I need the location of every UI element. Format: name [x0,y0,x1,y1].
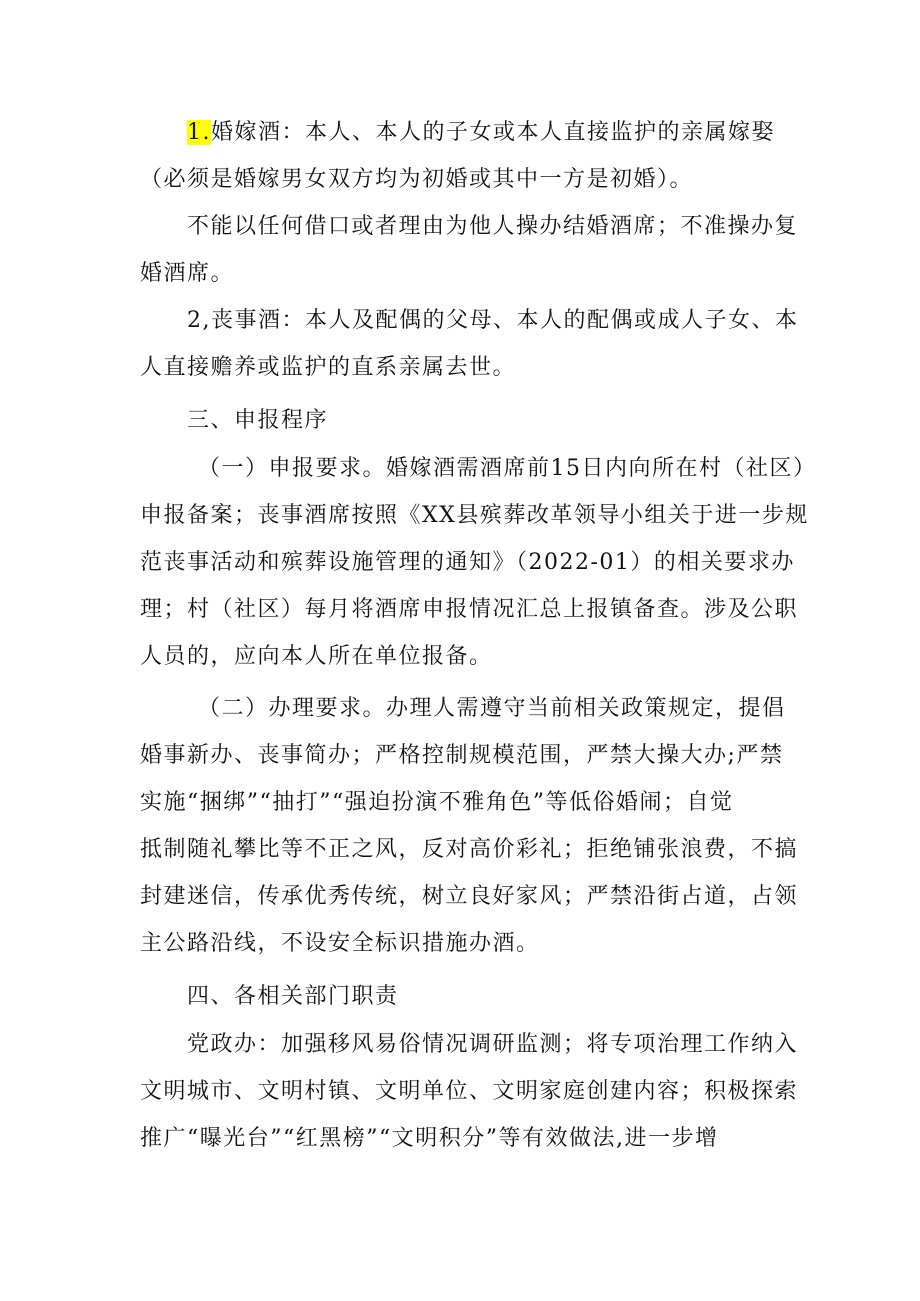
party-office-line3: 推广“曝光台”“红黑榜”“文明积分”等有效做法,进一步增 [140,1126,719,1151]
item1-line2: （必须是婚嫁男女双方均为初婚或其中一方是初婚）。 [140,167,694,192]
sub1-line4: 理；村（社区）每月将酒席申报情况汇总上报镇备查。涉及公职 [140,597,799,622]
sub2-line4: 抵制随礼攀比等不正之风，反对高价彩礼；拒绝铺张浪费，不搞 [140,837,799,862]
sub1-line3: 范丧事活动和殡葬设施管理的通知》（2022-01）的相关要求办 [140,550,795,575]
sub1-line5: 人员的，应向本人所在单位报备。 [140,644,493,669]
sub2-line1: （二）办理要求。办理人需遵守当前相关政策规定，提倡 [198,696,786,721]
note-line2: 婚酒席。 [140,261,235,286]
section4-heading: 四、各相关部门职责 [187,984,399,1009]
party-office-line1: 党政办：加强移风易俗情况调研监测；将专项治理工作纳入 [187,1032,799,1057]
party-office-line2: 文明城市、文明村镇、文明单位、文明家庭创建内容；积极探索 [140,1079,799,1104]
sub1-line2: 申报备案；丧事酒席按照《XX县殡葬改革领导小组关于进一步规 [140,503,809,528]
sub2-line2: 婚事新办、丧事简办；严格控制规模范围，严禁大操大办;严禁 [140,743,784,768]
highlighted-number: 1. [187,120,211,145]
item2-line1: 2,丧事酒：本人及配偶的父母、本人的配偶或成人子女、本 [187,308,799,333]
item1-text: 婚嫁酒：本人、本人的子女或本人直接监护的亲属嫁娶 [211,120,776,145]
sub2-line3: 实施“捆绑”“抽打”“强迫扮演不雅角色”等低俗婚闹；自觉 [140,790,734,815]
item2-line2: 人直接赡养或监护的直系亲属去世。 [140,355,517,380]
section3-heading: 三、申报程序 [187,408,329,433]
item1-line1 [187,110,775,156]
note-line1: 不能以任何借口或者理由为他人操办结婚酒席；不准操办复 [187,214,799,239]
sub2-line6: 主公路沿线，不设安全标识措施办酒。 [140,931,540,956]
sub1-line1: （一）申报要求。婚嫁酒需酒席前15日内向所在村（社区） [198,456,817,481]
sub2-line5: 封建迷信，传承优秀传统，树立良好家风；严禁沿街占道，占领 [140,884,799,909]
